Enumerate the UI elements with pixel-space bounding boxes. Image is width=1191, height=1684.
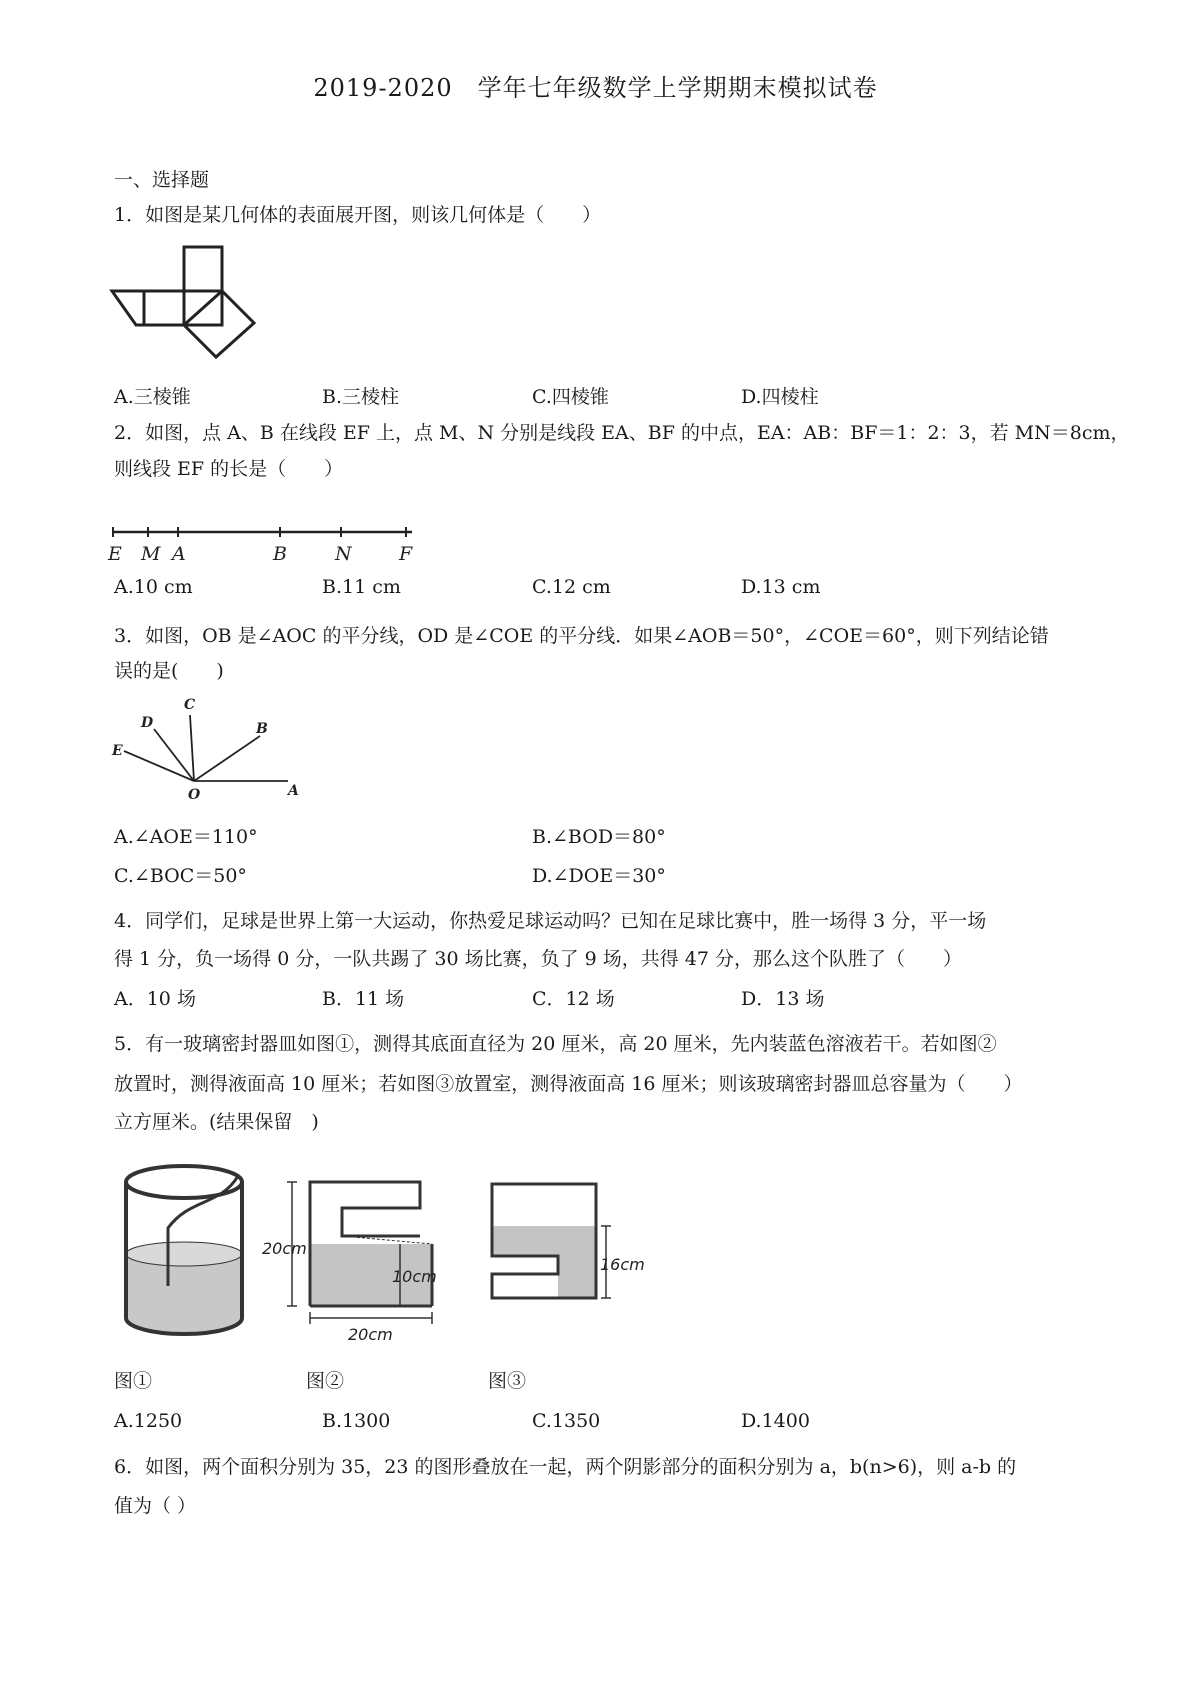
q4-option-b: B．11 场 [322,988,405,1010]
point-a-label: A [172,543,186,565]
q5-figure-3-container [488,1180,658,1310]
point-b-label: B [273,543,287,565]
q4-stem-line2: 得 1 分，负一场得 0 分，一队共踢了 30 场比赛，负了 9 场，共得 47 分，那么这个队胜了（ ） [114,948,963,970]
q1-option-b: B.三棱柱 [322,386,400,408]
point-m-label: M [141,543,161,565]
ray-c-label: C [184,697,196,713]
ray-e-label: E [112,743,123,759]
page-title: 2019-2020 学年七年级数学上学期期末模拟试卷 [313,74,878,102]
q3-stem-line1: 3．如图，OB 是∠AOC 的平分线，OD 是∠COE 的平分线．如果∠AOB＝50°，∠COE＝60°，则下列结论错 [114,625,1049,647]
figure2-liquid-height-label: 10cm [392,1267,437,1286]
q3-option-a: A.∠AOE＝110° [114,826,258,848]
q1-option-d: D.四棱柱 [741,386,819,408]
point-f-label: F [399,543,413,565]
q2-option-a: A.10 cm [114,576,193,598]
q4-option-d: D．13 场 [741,988,825,1010]
q3-angle-figure [108,693,308,805]
q5-figure-1-cylinder [120,1158,248,1340]
q5-stem-line3: 立方厘米。(结果保留 ) [114,1111,319,1133]
q5-option-b: B.1300 [322,1410,391,1432]
q1-option-c: C.四棱锥 [532,386,609,408]
q3-stem-line2: 误的是( ) [114,660,224,682]
q5-option-d: D.1400 [741,1410,810,1432]
ray-a-label: A [288,783,299,799]
q5-option-a: A.1250 [114,1410,183,1432]
q1-option-a: A.三棱锥 [114,386,191,408]
q2-stem-line1: 2．如图，点 A、B 在线段 EF 上，点 M、N 分别是线段 EA、BF 的中点，EA：AB：BF＝1：2：3，若 MN＝8cm， [114,422,1130,444]
q2-option-b: B.11 cm [322,576,401,598]
q5-option-c: C.1350 [532,1410,601,1432]
figure2-height-label: 20cm [262,1239,307,1258]
figure-3-caption: 图③ [488,1370,527,1392]
q6-stem-line2: 值为（ ） [114,1495,197,1517]
q3-option-b: B.∠BOD＝80° [532,826,666,848]
q2-stem-line2: 则线段 EF 的长是（ ） [114,458,344,480]
q4-stem-line1: 4．同学们，足球是世界上第一大运动，你热爱足球运动吗？已知在足球比赛中，胜一场得 3 分，平一场 [114,910,987,932]
q1-net-figure [108,241,258,363]
q1-stem: 1．如图是某几何体的表面展开图，则该几何体是（ ） [114,204,602,226]
q5-stem-line2: 放置时，测得液面高 10 厘米；若如图③放置室，测得液面高 16 厘米；则该玻璃密封器皿总容量为（ ） [114,1073,1023,1095]
q2-segment-figure [108,524,418,564]
ray-b-label: B [256,721,268,737]
figure3-liquid-height-label: 16cm [600,1255,645,1274]
figure-1-caption: 图① [114,1370,153,1392]
q4-option-a: A．10 场 [114,988,196,1010]
q2-option-d: D.13 cm [741,576,821,598]
point-n-label: N [335,543,352,565]
q3-option-c: C.∠BOC＝50° [114,865,247,887]
point-e-label: E [108,543,122,565]
q5-figure-2-container [262,1176,468,1344]
q2-option-c: C.12 cm [532,576,611,598]
q4-option-c: C．12 场 [532,988,615,1010]
section-heading: 一、选择题 [114,169,210,191]
q6-stem-line1: 6．如图，两个面积分别为 35，23 的图形叠放在一起，两个阴影部分的面积分别为 a，b(n>6)，则 a-b 的 [114,1456,1017,1478]
ray-d-label: D [141,715,154,731]
vertex-o-label: O [188,787,201,803]
figure-2-caption: 图② [306,1370,345,1392]
figure2-width-label: 20cm [348,1325,393,1344]
q5-stem-line1: 5．有一玻璃密封器皿如图①，测得其底面直径为 20 厘米，高 20 厘米，先内装蓝色溶液若干。若如图② [114,1033,997,1055]
q3-option-d: D.∠DOE＝30° [532,865,666,887]
